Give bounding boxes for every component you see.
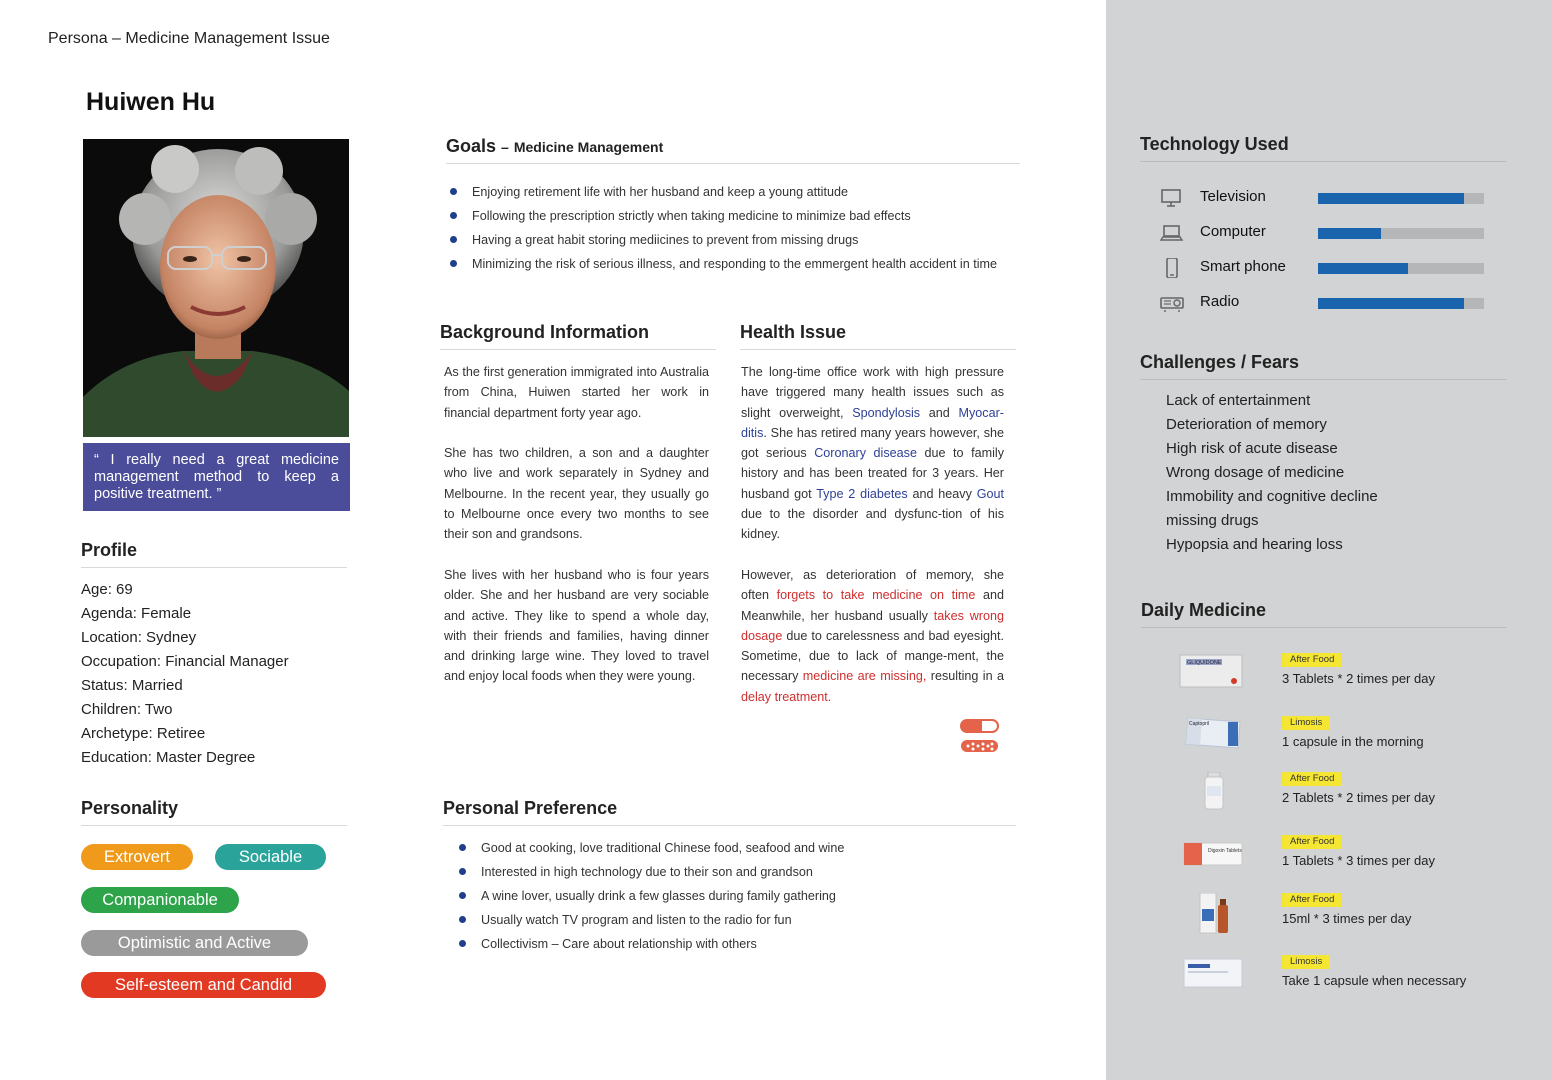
medicine-timing-tag: After Food xyxy=(1282,653,1342,667)
medicine-row xyxy=(1170,653,1500,703)
profile-item: Archetype: Retiree xyxy=(81,725,206,742)
medicine-timing-tag: Limosis xyxy=(1282,716,1330,730)
background-paragraph: As the first generation immigrated into Australia from China, Huiwen started her work in financial department forty year ago. xyxy=(444,365,709,420)
goal-item: Enjoying retirement life with her husband and keep a young attitude xyxy=(446,180,1020,204)
medicine-row xyxy=(1170,835,1500,885)
medicine-dosage: Take 1 capsule when necessary xyxy=(1282,973,1467,988)
goals-dash: – xyxy=(501,139,509,155)
preference-heading: Personal Preference xyxy=(443,798,1016,826)
tech-level-bar xyxy=(1318,228,1484,239)
challenge-item: Lack of entertainment xyxy=(1166,392,1311,409)
profile-item: Occupation: Financial Manager xyxy=(81,653,289,670)
medicine-row xyxy=(1170,893,1500,943)
tech-label: Television xyxy=(1200,188,1266,205)
medicine-box-image xyxy=(1178,955,1244,993)
medicine-bottle-image xyxy=(1178,772,1244,810)
personality-tag-companionable: Companionable xyxy=(81,887,239,913)
persona-photo xyxy=(83,139,349,437)
health-text xyxy=(741,362,1004,727)
goals-heading xyxy=(446,136,1020,164)
challenge-item: missing drugs xyxy=(1166,512,1259,529)
tech-label: Smart phone xyxy=(1200,258,1286,275)
condition-diabetes: Type 2 diabetes xyxy=(816,486,908,501)
medicine-timing-tag: After Food xyxy=(1282,772,1342,786)
goal-item: Following the prescription strictly when taking medicine to minimize bad effects xyxy=(446,204,1020,228)
medicine-box-image xyxy=(1178,653,1244,691)
medicine-timing-tag: After Food xyxy=(1282,835,1342,849)
challenges-list xyxy=(1166,389,1378,557)
condition-coronary: Coronary disease xyxy=(814,446,917,461)
medicine-box-label: GLIQUIDONE xyxy=(1187,660,1222,666)
condition-myocarditis: Myocar-ditis xyxy=(741,405,1004,440)
tech-level-bar xyxy=(1318,263,1484,274)
health-paragraph-1: The long-time office work with high pressure have triggered many health issues such as slight overweight, Spondylosis and Myocar-ditis. She has retired many years however, she got serious Coronary disease due to family history and has been treated for 3 years. Her husband got Type 2 diabetes and heavy Gout due to the disorder and dysfunc-tion of his kidney. xyxy=(741,365,1004,542)
challenge-item: Hypopsia and hearing loss xyxy=(1166,536,1343,553)
tech-row-smartphone xyxy=(1160,256,1490,280)
profile-item: Children: Two xyxy=(81,701,173,718)
smartphone-icon xyxy=(1160,258,1184,278)
medicine-row xyxy=(1170,955,1500,1005)
computer-icon xyxy=(1160,223,1184,243)
goal-item: Minimizing the risk of serious illness, and responding to the emmergent health accident in time xyxy=(446,252,1020,276)
medicine-row xyxy=(1170,772,1500,822)
tech-level-bar xyxy=(1318,298,1484,309)
preference-list xyxy=(446,836,1006,956)
challenge-item: Wrong dosage of medicine xyxy=(1166,464,1345,481)
background-paragraph: She has two children, a son and a daughter who live and work separately in Sydney and Melbourne. In the recent year, they usually go to Melbourne once every two months to see their son and grandsons. xyxy=(444,446,709,542)
preference-item: Good at cooking, love traditional Chinese food, seafood and wine xyxy=(455,836,1006,860)
goal-item: Having a great habit storing mediicines to prevent from missing drugs xyxy=(446,228,1020,252)
profile-item: Agenda: Female xyxy=(81,605,192,622)
profile-item: Status: Married xyxy=(81,677,183,694)
tech-row-computer xyxy=(1160,221,1490,245)
issue-forgets-medicine: forgets to take medicine on time xyxy=(776,588,976,603)
condition-gout: Gout xyxy=(976,486,1004,501)
background-heading: Background Information xyxy=(440,322,716,350)
tech-row-television xyxy=(1160,186,1490,210)
issue-missing-medicine: medicine are missing, xyxy=(802,669,927,684)
personality-tag-optimistic: Optimistic and Active xyxy=(81,930,308,956)
medicine-dosage: 2 Tablets * 2 times per day xyxy=(1282,790,1435,805)
health-heading: Health Issue xyxy=(740,322,1016,350)
personality-heading: Personality xyxy=(81,798,347,826)
medicine-dosage: 15ml * 3 times per day xyxy=(1282,911,1412,926)
goals-title: Goals xyxy=(446,136,497,156)
challenge-item: Deterioration of memory xyxy=(1166,416,1327,433)
preference-item: A wine lover, usually drink a few glasses during family gathering xyxy=(455,884,1006,908)
background-paragraph: She lives with her husband who is four years older. She and her husband are very sociable and active. They like to spend a whole day, with their friends and families, having dinner and drinking large wine. They loved to travel and enjoy local foods when they were young. xyxy=(444,567,709,684)
challenges-heading: Challenges / Fears xyxy=(1140,352,1506,380)
personality-tag-sociable: Sociable xyxy=(215,844,326,870)
profile-item: Location: Sydney xyxy=(81,629,197,646)
preference-item: Collectivism – Care about relationship with others xyxy=(455,932,1006,956)
technology-heading: Technology Used xyxy=(1140,134,1506,162)
goals-list xyxy=(446,180,1020,276)
medicine-box-image xyxy=(1178,835,1244,873)
persona-name: Huiwen Hu xyxy=(86,88,216,116)
persona-quote: “ I really need a great medicine management method to keep a positive treatment. ” xyxy=(83,443,350,511)
preference-item: Interested in high technology due to their son and grandson xyxy=(455,860,1006,884)
radio-icon xyxy=(1160,293,1184,313)
tech-label: Computer xyxy=(1200,223,1266,240)
personality-tag-extrovert: Extrovert xyxy=(81,844,193,870)
health-paragraph-2: However, as deterioration of memory, she often forgets to take medicine on time and Meanwhile, her husband usually takes wrong dosage due to carelessness and bad eyesight. Sometime, due to lack of mange-ment, the necessary medicine are missing, resulting in a delay treatment. xyxy=(741,567,1005,704)
medicine-box-label: Captopril xyxy=(1189,721,1210,727)
condition-spondylosis: Spondylosis xyxy=(852,405,921,420)
goals-section xyxy=(446,136,1020,276)
profile-heading: Profile xyxy=(81,540,347,568)
medicine-timing-tag: After Food xyxy=(1282,893,1342,907)
medicine-box-label: Digoxin Tablets xyxy=(1208,848,1242,854)
challenge-item: Immobility and cognitive decline xyxy=(1166,488,1378,505)
tech-level-bar xyxy=(1318,193,1484,204)
profile-list xyxy=(81,578,289,770)
tech-row-radio xyxy=(1160,291,1490,315)
profile-item: Education: Master Degree xyxy=(81,749,256,766)
issue-delay-treatment: delay treatment. xyxy=(741,689,832,704)
medicine-dosage: 1 capsule in the morning xyxy=(1282,734,1424,749)
goals-subtitle: Medicine Management xyxy=(513,139,664,155)
medicine-dosage: 1 Tablets * 3 times per day xyxy=(1282,853,1435,868)
daily-medicine-heading: Daily Medicine xyxy=(1141,600,1506,628)
medicine-box-image xyxy=(1178,716,1244,754)
medicine-dosage: 3 Tablets * 2 times per day xyxy=(1282,671,1435,686)
profile-item: Age: 69 xyxy=(81,581,133,598)
pill-icon xyxy=(960,718,1000,754)
tech-label: Radio xyxy=(1200,293,1240,310)
background-text xyxy=(444,362,709,707)
issue-wrong-dosage: takes wrong dosage xyxy=(741,608,1005,643)
portrait-image xyxy=(83,139,349,437)
personality-tag-self-esteem: Self-esteem and Candid xyxy=(81,972,326,998)
challenge-item: High risk of acute disease xyxy=(1166,440,1338,457)
preference-item: Usually watch TV program and listen to the radio for fun xyxy=(455,908,1006,932)
medicine-timing-tag: Limosis xyxy=(1282,955,1330,969)
document-title: Persona – Medicine Management Issue xyxy=(48,30,330,47)
medicine-bottle-image xyxy=(1178,893,1244,937)
television-icon xyxy=(1160,188,1184,208)
medicine-row xyxy=(1170,716,1500,766)
